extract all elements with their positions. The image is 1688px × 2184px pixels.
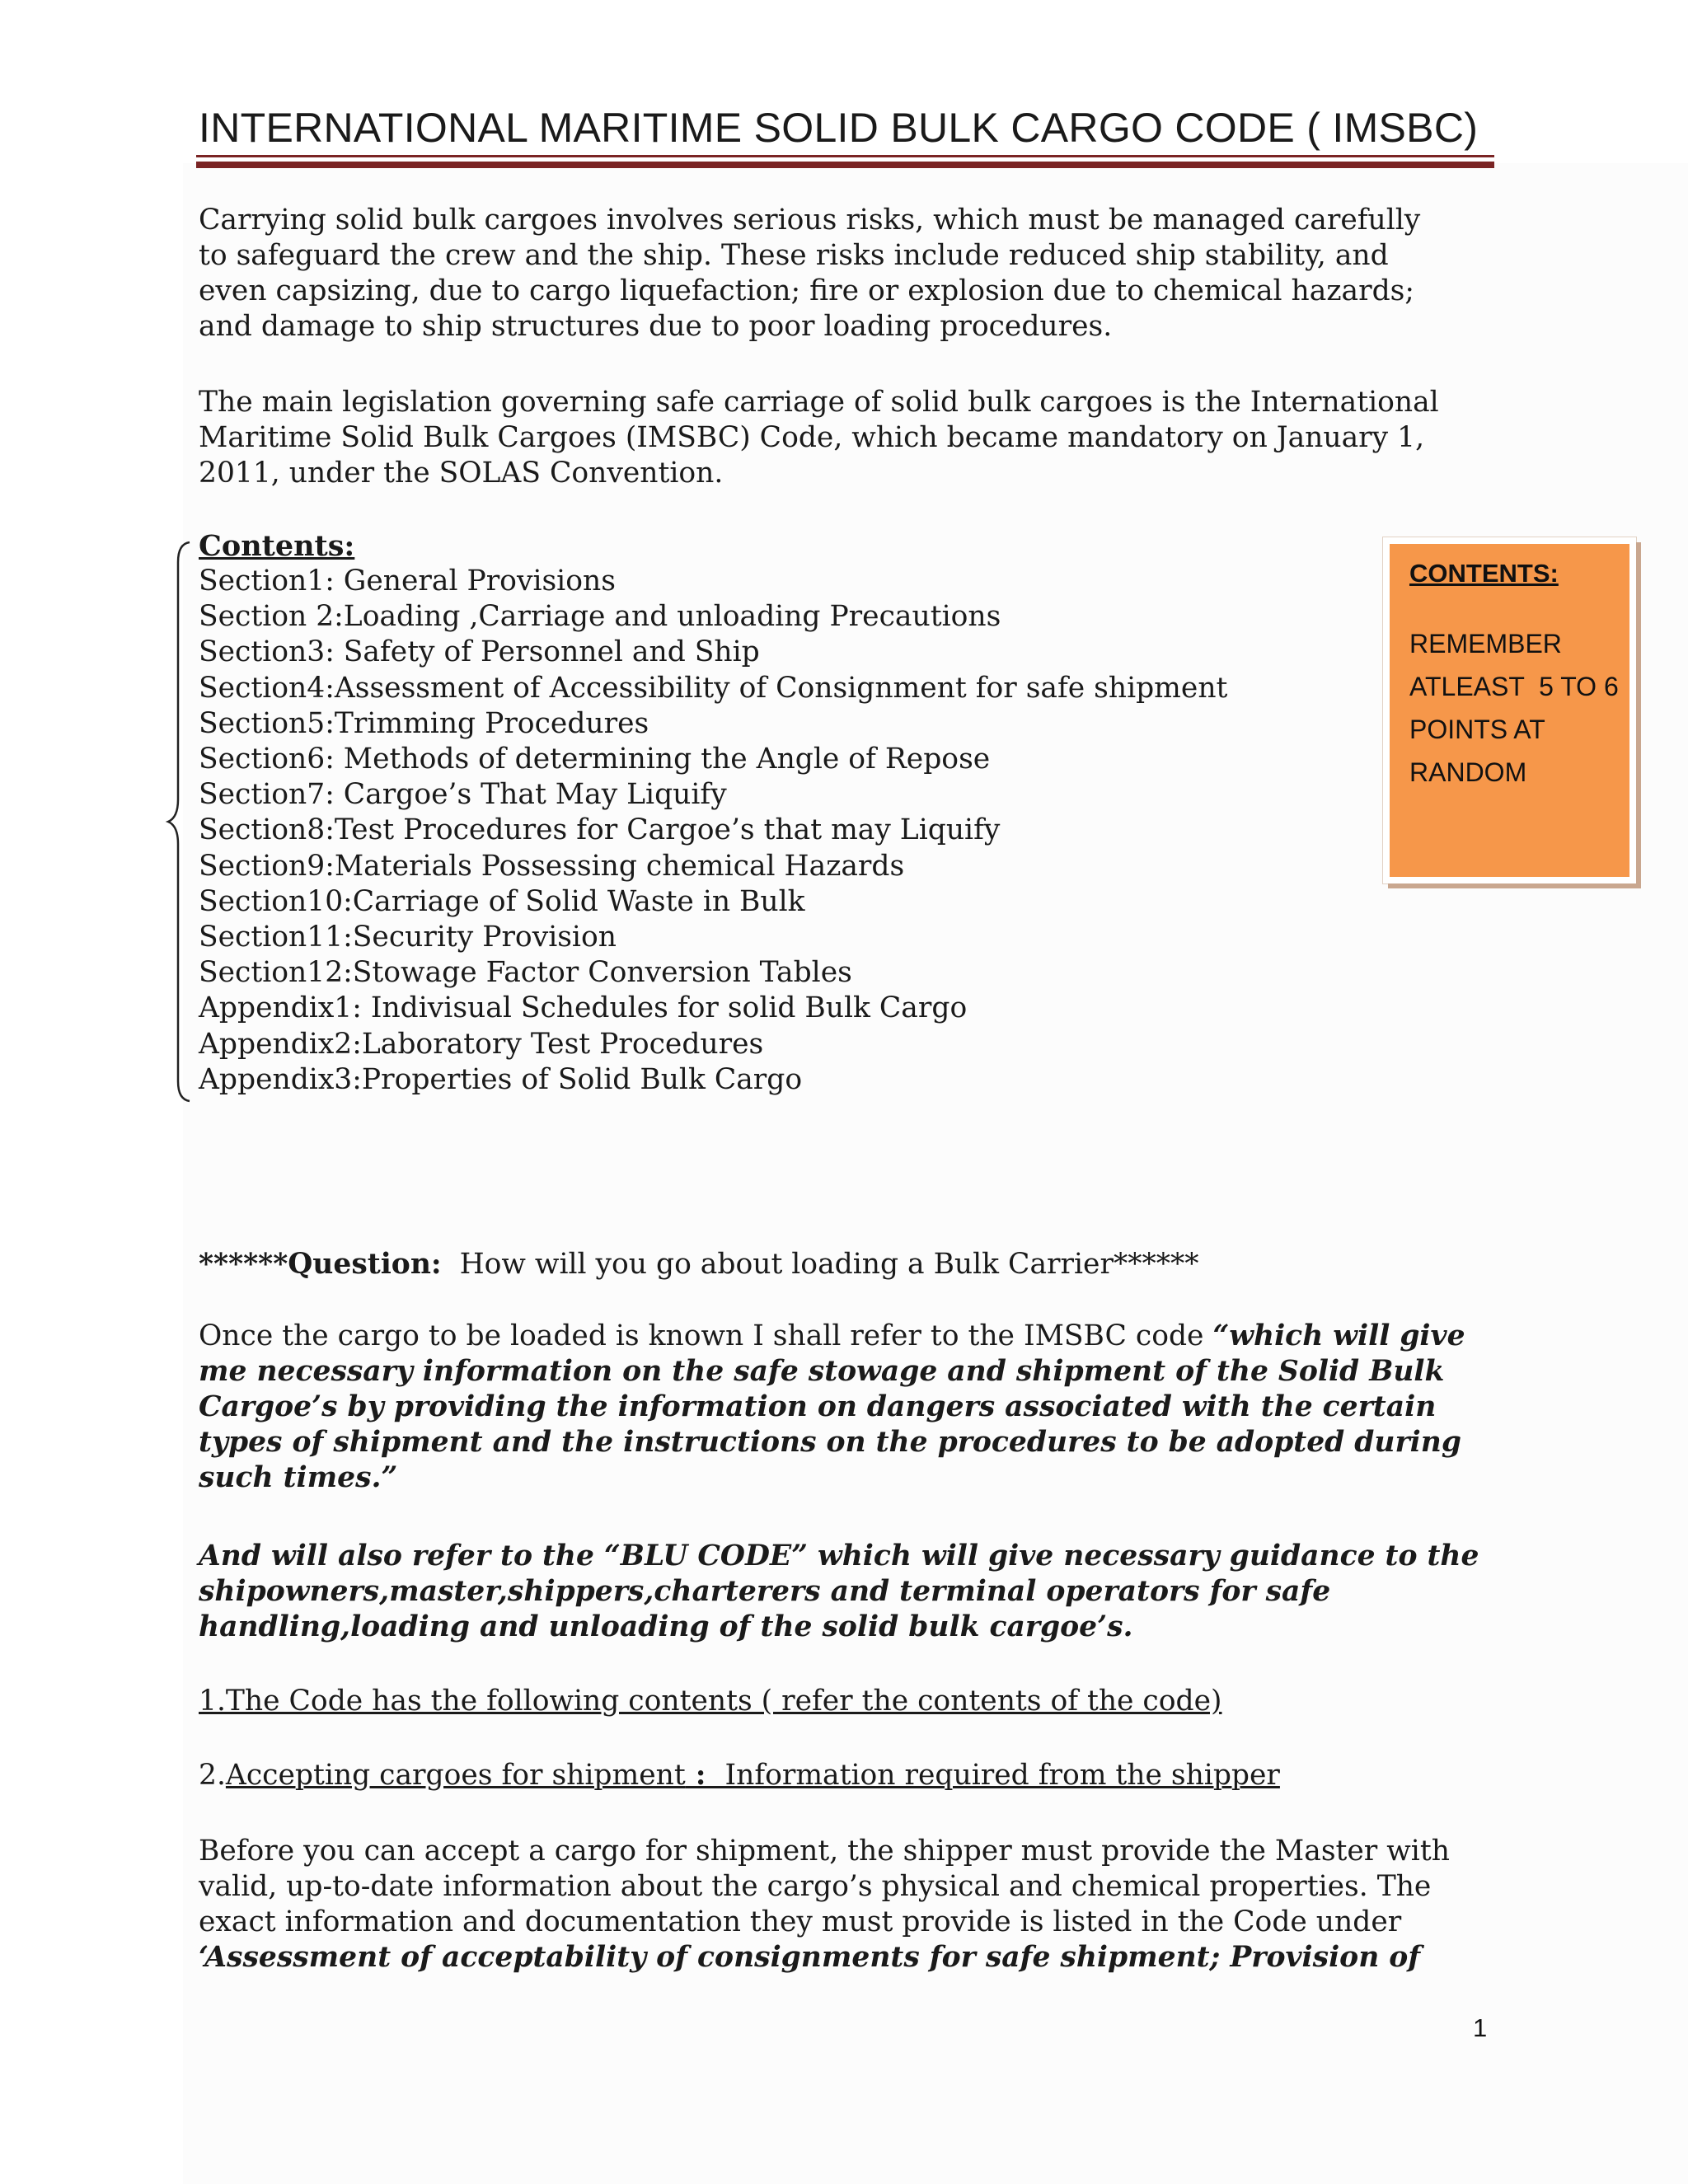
contents-item: Section4:Assessment of Accessibility of Consignment for safe shipment xyxy=(199,671,1228,705)
curly-brace-icon xyxy=(165,537,198,1106)
contents-item: Section10:Carriage of Solid Waste in Bulk xyxy=(199,884,805,918)
point-2-separator: : xyxy=(685,1759,716,1792)
question-line xyxy=(199,1247,1198,1282)
answer-quote-line: such times.” xyxy=(199,1461,398,1494)
contents-item: Section3: Safety of Personnel and Ship xyxy=(199,635,760,669)
point-2-subheading: Information required from the shipper xyxy=(715,1759,1280,1792)
page-title: INTERNATIONAL MARITIME SOLID BULK CARGO CODE ( IMSBC) xyxy=(199,105,1479,151)
shipper-info-line: exact information and documentation they must provide is listed in the Code under xyxy=(199,1905,1402,1938)
legislation-paragraph xyxy=(199,385,1439,491)
question-text: How will you go about loading a Bulk Carrier****** xyxy=(459,1248,1199,1281)
intro-line: even capsizing, due to cargo liquefaction; fire or explosion due to chemical hazards; xyxy=(199,274,1414,307)
legislation-line: Maritime Solid Bulk Cargoes (IMSBC) Code, which became mandatory on January 1, xyxy=(199,421,1425,454)
blu-line: And will also refer to the “BLU CODE” which will give necessary guidance to the xyxy=(199,1540,1479,1572)
reminder-note-text xyxy=(1409,622,1632,794)
reminder-note-line: ATLEAST 5 TO 6 xyxy=(1409,672,1619,701)
answer-lead: Once the cargo to be loaded is known I shall refer to the IMSBC code xyxy=(199,1319,1213,1352)
answer-quote-line: “which will give xyxy=(1212,1319,1465,1352)
question-prefix: ******Question: xyxy=(199,1248,442,1281)
point-2-number: 2. xyxy=(199,1759,226,1792)
shipper-info-line: Before you can accept a cargo for shipment, the shipper must provide the Master with xyxy=(199,1835,1450,1868)
reminder-note-line: POINTS AT xyxy=(1409,715,1545,744)
point-1: 1.The Code has the following contents ( refer the contents of the code) xyxy=(199,1685,1222,1718)
contents-item: Appendix2:Laboratory Test Procedures xyxy=(199,1027,764,1061)
contents-item: Section11:Security Provision xyxy=(199,921,617,954)
contents-item: Section1: General Provisions xyxy=(199,565,616,598)
contents-item: Section9:Materials Possessing chemical Hazards xyxy=(199,849,905,883)
intro-line: Carrying solid bulk cargoes involves serious risks, which must be managed carefully xyxy=(199,204,1421,237)
blu-line: shipowners,master,shippers,charterers and terminal operators for safe xyxy=(199,1575,1331,1608)
legislation-line: The main legislation governing safe carriage of solid bulk cargoes is the International xyxy=(199,386,1439,419)
answer-quote-line: types of shipment and the instructions on the procedures to be adopted during xyxy=(199,1426,1461,1459)
contents-item: Section8:Test Procedures for Cargoe’s that may Liquify xyxy=(199,813,1001,847)
reminder-note-line: RANDOM xyxy=(1409,757,1527,787)
intro-line: to safeguard the crew and the ship. These risks include reduced ship stability, and xyxy=(199,239,1389,272)
reminder-note-line: REMEMBER xyxy=(1409,629,1562,658)
legislation-line: 2011, under the SOLAS Convention. xyxy=(199,457,724,490)
contents-item: Section5:Trimming Procedures xyxy=(199,706,649,740)
title-rule-thick xyxy=(196,162,1494,168)
intro-line: and damage to ship structures due to poor loading procedures. xyxy=(199,310,1113,343)
shipper-info-paragraph xyxy=(199,1834,1517,1975)
intro-paragraph xyxy=(199,203,1420,344)
contents-item: Section7: Cargoe’s That May Liquify xyxy=(199,778,727,812)
contents-item: Section6: Methods of determining the Angle of Repose xyxy=(199,743,991,776)
reminder-note-title: CONTENTS: xyxy=(1409,559,1559,588)
contents-heading: Contents: xyxy=(199,529,355,563)
title-rule-thin xyxy=(196,155,1494,157)
shipper-info-emphasis: ‘Assessment of acceptability of consignments for safe shipment; Provision of xyxy=(199,1941,1421,1974)
answer-quote-line: Cargoe’s by providing the information on dangers associated with the certain xyxy=(199,1390,1437,1423)
contents-item: Section12:Stowage Factor Conversion Tables xyxy=(199,956,852,990)
contents-item: Appendix1: Indivisual Schedules for solid Bulk Cargo xyxy=(199,991,968,1025)
answer-paragraph xyxy=(199,1319,1517,1496)
answer-quote-line: me necessary information on the safe stowage and shipment of the Solid Bulk xyxy=(199,1355,1445,1388)
shipper-info-line: valid, up-to-date information about the cargo’s physical and chemical properties. The xyxy=(199,1870,1432,1903)
contents-item: Appendix3:Properties of Solid Bulk Cargo xyxy=(199,1062,803,1096)
point-2-heading: Accepting cargoes for shipment xyxy=(225,1759,686,1792)
contents-list xyxy=(199,564,1227,1098)
page-number: 1 xyxy=(1473,2013,1488,2042)
point-2 xyxy=(199,1758,1280,1793)
blu-line: handling,loading and unloading of the solid bulk cargoe’s. xyxy=(199,1610,1133,1643)
contents-item: Section 2:Loading ,Carriage and unloading Precautions xyxy=(199,600,1001,634)
blu-code-paragraph xyxy=(199,1539,1517,1645)
